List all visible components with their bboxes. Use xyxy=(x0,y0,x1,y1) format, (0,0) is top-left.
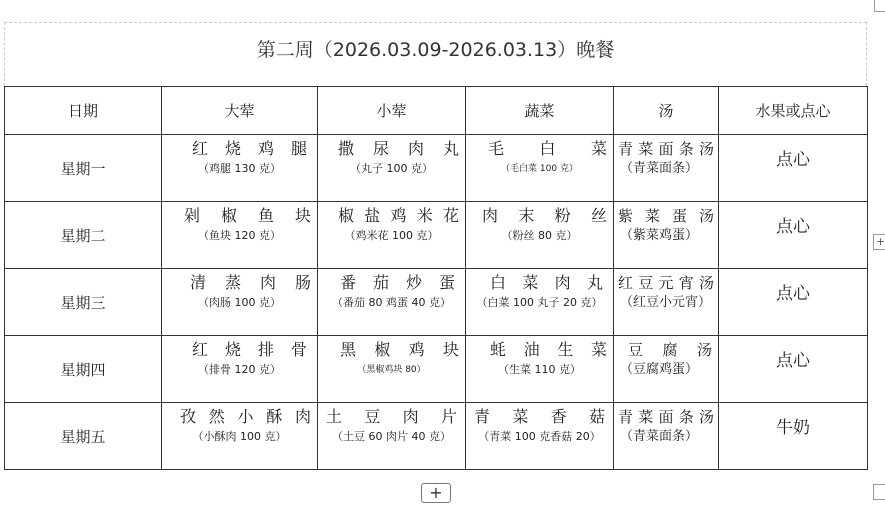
day-cell: 星期三 xyxy=(5,269,162,336)
dish-portion: （肉肠 100 克） xyxy=(198,296,281,309)
soup-cell xyxy=(614,336,719,403)
dish-portion: （鸡米花 100 克） xyxy=(344,229,439,242)
dish-name: 孜然小酥肉 xyxy=(180,407,311,426)
dish-portion: （粉丝 80 克） xyxy=(501,229,578,242)
dish-name: 土豆肉片 xyxy=(326,407,457,426)
dish-portion: （鱼块 120 克） xyxy=(198,229,281,242)
table-row xyxy=(5,403,868,470)
day-cell: 星期二 xyxy=(5,202,162,269)
dish-name: 清蒸肉肠 xyxy=(190,273,311,292)
vegetable-cell xyxy=(466,202,614,269)
table-row xyxy=(5,202,868,269)
side-dish-cell xyxy=(318,336,466,403)
page-title: 第二周（2026.03.09-2026.03.13）晚餐 xyxy=(256,39,615,61)
dish-name: 毛白菜 xyxy=(488,139,607,158)
soup-cell xyxy=(614,403,719,470)
margin-corner-mark xyxy=(874,0,885,12)
soup-cell xyxy=(614,269,719,336)
fruit-snack-value: 点心 xyxy=(776,217,810,237)
header-vegetable: 蔬菜 xyxy=(466,87,614,135)
dish-portion: （红豆小元宵） xyxy=(620,295,712,310)
add-column-button[interactable] xyxy=(873,234,885,250)
dish-portion: （青菜面条） xyxy=(620,429,699,444)
soup-cell xyxy=(614,202,719,269)
dish-portion: （小酥肉 100 克） xyxy=(192,430,287,443)
fruit-snack-value: 牛奶 xyxy=(776,418,810,438)
dish-portion: （土豆 60 肉片 40 克） xyxy=(332,430,451,443)
fruit-snack-value: 点心 xyxy=(776,284,810,304)
dish-name: 青菜香菇 xyxy=(474,407,605,426)
side-dish-cell xyxy=(318,135,466,202)
side-dish-cell xyxy=(318,269,466,336)
dish-portion: （鸡腿 130 克） xyxy=(198,162,281,175)
dish-portion: （青菜 100 克香菇 20） xyxy=(478,430,601,443)
dish-name: 青菜面条汤 xyxy=(618,408,714,426)
vegetable-cell xyxy=(466,403,614,470)
vegetable-cell xyxy=(466,269,614,336)
soup-cell xyxy=(614,135,719,202)
dish-portion: （排骨 120 克） xyxy=(198,363,281,376)
dish-portion: （白菜 100 丸子 20 克） xyxy=(476,296,603,309)
fruit-snack-cell xyxy=(719,202,868,269)
fruit-snack-value: 点心 xyxy=(776,150,810,170)
dish-name: 椒盐鸡米花 xyxy=(338,206,459,225)
dish-portion: （丸子 100 克） xyxy=(350,162,433,175)
side-dish-cell xyxy=(318,202,466,269)
table-header-row xyxy=(5,87,868,135)
plus-icon: + xyxy=(429,483,443,502)
title-area xyxy=(4,22,867,86)
fruit-snack-value: 点心 xyxy=(776,351,810,371)
dish-portion: （黑椒鸡块 80） xyxy=(357,365,426,375)
dish-name: 撒尿肉丸 xyxy=(338,139,459,158)
table-row xyxy=(5,135,868,202)
main-dish-cell xyxy=(162,202,318,269)
dish-portion: （毛白菜 100 克） xyxy=(501,164,578,174)
add-row-button[interactable] xyxy=(421,483,451,503)
dish-name: 豆腐汤 xyxy=(628,341,712,359)
day-cell: 星期四 xyxy=(5,336,162,403)
header-fruit-snack: 水果或点心 xyxy=(719,87,868,135)
fruit-snack-cell xyxy=(719,135,868,202)
main-dish-cell xyxy=(162,135,318,202)
fruit-snack-cell xyxy=(719,336,868,403)
day-cell: 星期一 xyxy=(5,135,162,202)
side-dish-cell xyxy=(318,403,466,470)
dish-name: 肉末粉丝 xyxy=(482,206,607,225)
dish-name: 红烧排骨 xyxy=(192,340,307,359)
dish-portion: （番茄 80 鸡蛋 40 克） xyxy=(332,296,451,309)
dish-portion: （青菜面条） xyxy=(620,161,699,176)
main-dish-cell xyxy=(162,269,318,336)
header-side-dish: 小荤 xyxy=(318,87,466,135)
table-row xyxy=(5,336,868,403)
main-dish-cell xyxy=(162,336,318,403)
table-row xyxy=(5,269,868,336)
dish-name: 黑椒鸡块 xyxy=(340,340,459,359)
dish-name: 青菜面条汤 xyxy=(618,140,714,158)
dish-name: 红烧鸡腿 xyxy=(192,139,307,158)
dish-name: 剁椒鱼块 xyxy=(184,206,311,225)
dish-name: 番茄炒蛋 xyxy=(340,273,455,292)
main-dish-cell xyxy=(162,403,318,470)
dish-portion: （生菜 110 克） xyxy=(498,363,581,376)
vegetable-cell xyxy=(466,336,614,403)
dish-portion: （豆腐鸡蛋） xyxy=(620,362,699,377)
fruit-snack-cell xyxy=(719,269,868,336)
plus-icon: + xyxy=(875,235,885,248)
dish-name: 白菜肉丸 xyxy=(490,273,603,292)
header-date: 日期 xyxy=(5,87,162,135)
header-main-dish: 大荤 xyxy=(162,87,318,135)
dish-portion: （紫菜鸡蛋） xyxy=(620,228,699,243)
dinner-menu-table xyxy=(4,86,868,470)
day-cell: 星期五 xyxy=(5,403,162,470)
table-edge-handle[interactable] xyxy=(873,484,885,500)
vegetable-cell xyxy=(466,135,614,202)
dish-name: 红豆元宵汤 xyxy=(618,274,714,292)
header-soup: 汤 xyxy=(614,87,719,135)
dish-name: 蚝油生菜 xyxy=(490,340,607,359)
fruit-snack-cell xyxy=(719,403,868,470)
dish-name: 紫菜蛋汤 xyxy=(618,207,714,225)
